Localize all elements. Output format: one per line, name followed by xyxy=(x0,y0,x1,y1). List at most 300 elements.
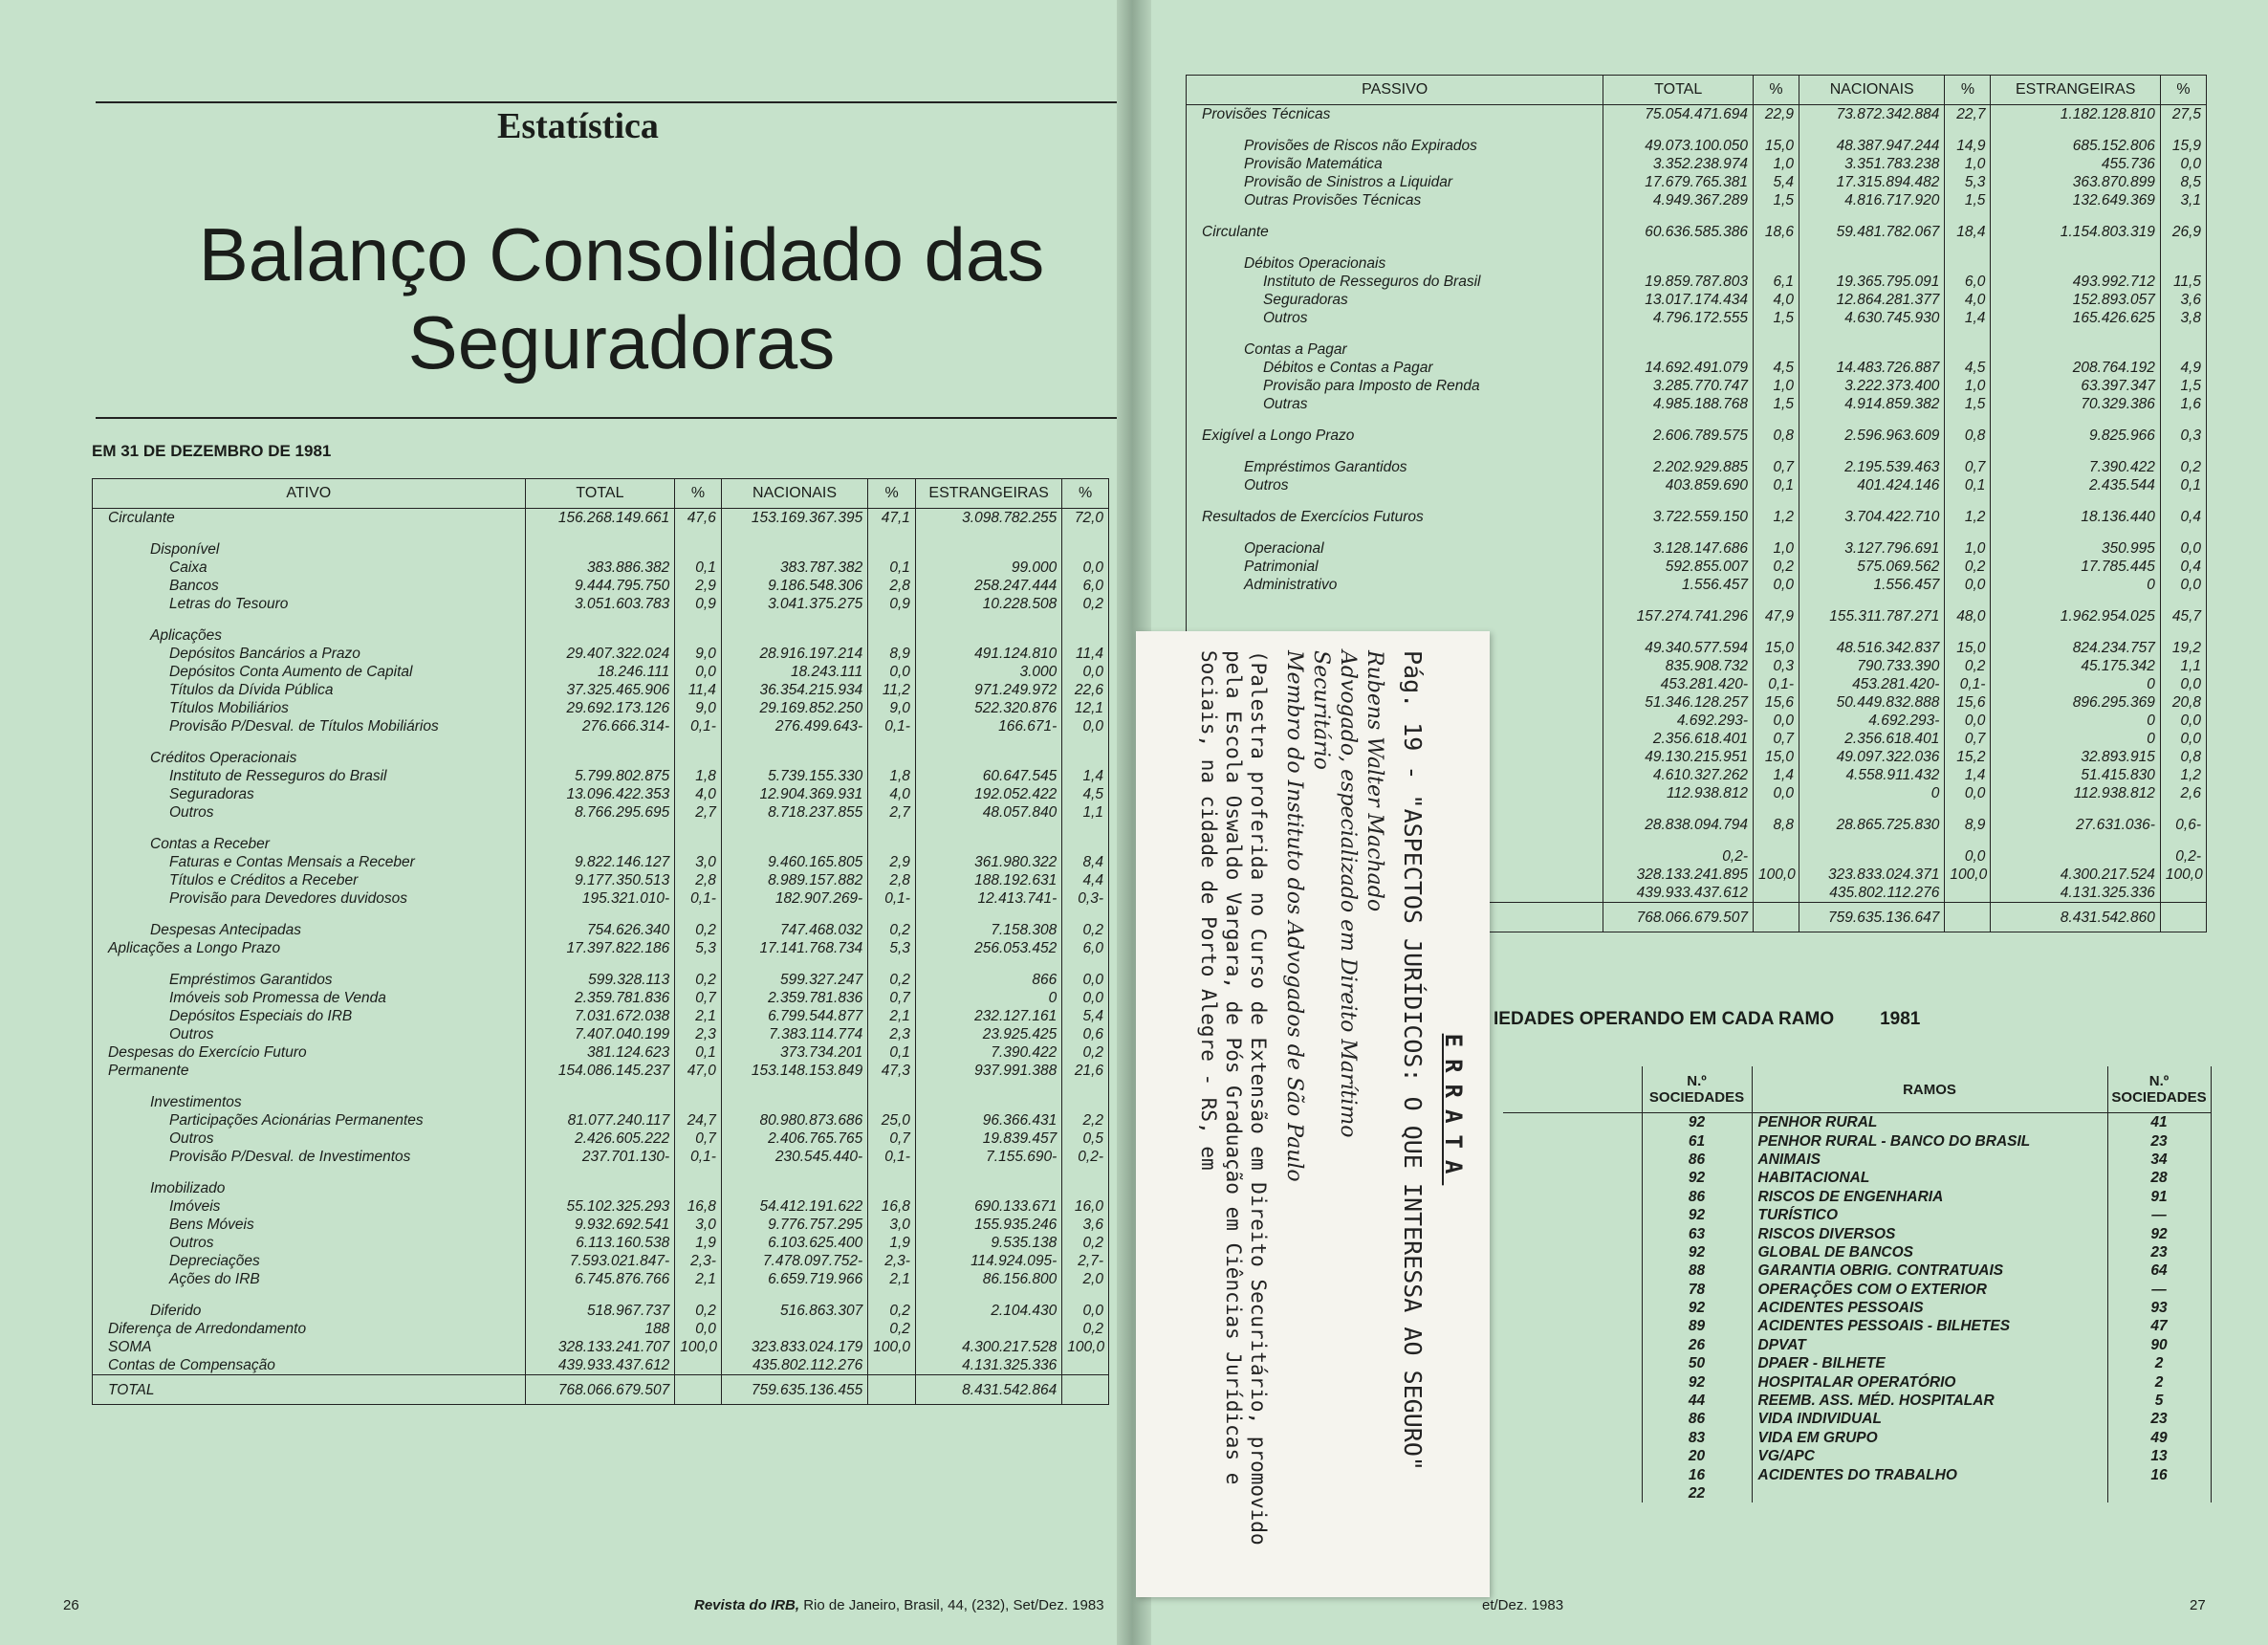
row-gap xyxy=(93,1080,526,1093)
cell-est: 7.390.422 xyxy=(915,1043,1061,1062)
cell-p3: 11,5 xyxy=(2160,273,2206,291)
ramos-blank xyxy=(1503,1113,1642,1132)
section-kicker: Estatística xyxy=(497,106,659,146)
cell-p2: 11,2 xyxy=(868,681,916,699)
row-gap xyxy=(675,1288,722,1302)
cell-p3: 20,8 xyxy=(2160,693,2206,712)
row-gap xyxy=(2160,526,2206,539)
ramos-left-count: 83 xyxy=(1642,1429,1752,1447)
cell-est: 51.415.830 xyxy=(1991,766,2160,784)
cell-p2: 8,9 xyxy=(868,645,916,663)
cell-p3: 0,3- xyxy=(1062,889,1109,908)
row-gap xyxy=(1991,594,2160,607)
cell-total: 592.855.007 xyxy=(1603,558,1754,576)
row-label: Faturas e Contas Mensais a Receber xyxy=(93,853,526,871)
row-label: Depreciações xyxy=(93,1252,526,1270)
row-label: Outros xyxy=(1187,476,1603,494)
cell-p1: 2,3- xyxy=(675,1252,722,1270)
table-row xyxy=(93,1288,1109,1302)
row-label: Provisão de Sinistros a Liquidar xyxy=(1187,173,1603,191)
column-header: ESTRANGEIRAS xyxy=(915,479,1061,509)
ramos-blank xyxy=(1503,1206,1642,1224)
row-gap xyxy=(2160,413,2206,427)
cell-total: 112.938.812 xyxy=(1603,784,1754,802)
ramos-name: HABITACIONAL xyxy=(1752,1169,2107,1187)
cell-p1: 4,5 xyxy=(1753,359,1799,377)
errata-content xyxy=(1136,631,1490,1588)
cell-total: 4.692.293- xyxy=(1603,712,1754,730)
row-gap xyxy=(1187,327,1603,340)
cell-total xyxy=(1603,254,1754,273)
row-gap xyxy=(1991,834,2160,847)
cell-p1: 0,1- xyxy=(675,1148,722,1166)
ramos-name: VIDA INDIVIDUAL xyxy=(1752,1410,2107,1428)
cell-est: 7.155.690- xyxy=(915,1148,1061,1166)
cell-nac: 17.141.768.734 xyxy=(721,939,867,957)
cell-est: 192.052.422 xyxy=(915,785,1061,803)
row-label: Letras do Tesouro xyxy=(93,595,526,613)
table-row xyxy=(93,1166,1109,1179)
cell-nac: 18.243.111 xyxy=(721,663,867,681)
cell-p3: 100,0 xyxy=(2160,866,2206,884)
cell-p1: 0,2 xyxy=(675,971,722,989)
ramos-name: RISCOS DE ENGENHARIA xyxy=(1752,1188,2107,1206)
row-gap xyxy=(1799,834,1945,847)
ramos-name: PENHOR RURAL - BANCO DO BRASIL xyxy=(1752,1131,2107,1150)
row-label: Outros xyxy=(93,1130,526,1148)
cell-total: 4.610.327.262 xyxy=(1603,766,1754,784)
row-gap xyxy=(868,613,916,626)
table-row xyxy=(1187,309,2207,327)
cell-nac: 323.833.024.179 xyxy=(721,1338,867,1356)
cell-p2: 0,0 xyxy=(1945,712,1991,730)
row-gap xyxy=(1187,241,1603,254)
table-row xyxy=(93,1356,1109,1375)
table-row xyxy=(93,626,1109,645)
cell-total: 7.031.672.038 xyxy=(525,1007,675,1025)
row-gap xyxy=(1187,594,1603,607)
cell-p3: 19,2 xyxy=(2160,639,2206,657)
ramos-count: 49 xyxy=(2107,1429,2211,1447)
cell-p3: 11,4 xyxy=(1062,645,1109,663)
journal-footer-partial: et/Dez. 1983 xyxy=(1482,1597,1564,1613)
row-label: Patrimonial xyxy=(1187,558,1603,576)
row-gap xyxy=(721,527,867,540)
cell-nac xyxy=(721,1320,867,1338)
row-gap xyxy=(1603,494,1754,508)
cell-est: 1.182.128.810 xyxy=(1991,105,2160,124)
cell-total: 439.933.437.612 xyxy=(1603,884,1754,903)
cell-p1: 0,0 xyxy=(1753,784,1799,802)
cell-p3: 0,0 xyxy=(2160,712,2206,730)
row-label: Provisão P/Desval. de Títulos Mobiliários xyxy=(93,717,526,735)
cell-total: 6.745.876.766 xyxy=(525,1270,675,1288)
cell-nac: 4.914.859.382 xyxy=(1799,395,1945,413)
cell-p3: 0,0 xyxy=(1062,559,1109,577)
ramos-n1-header: N.º SOCIEDADES xyxy=(1642,1066,1752,1113)
row-label: Empréstimos Garantidos xyxy=(93,971,526,989)
cell-p1: 8,8 xyxy=(1753,816,1799,834)
row-gap xyxy=(868,735,916,749)
row-gap xyxy=(721,1166,867,1179)
row-gap xyxy=(525,1288,675,1302)
total-est: 8.431.542.860 xyxy=(1991,903,2160,932)
table-row xyxy=(1187,494,2207,508)
row-gap xyxy=(915,1166,1061,1179)
page-number: 26 xyxy=(63,1597,79,1613)
table-row xyxy=(1187,105,2207,124)
cell-p1 xyxy=(1753,847,1799,866)
cell-nac xyxy=(1799,340,1945,359)
cell-est: 3.098.782.255 xyxy=(915,509,1061,528)
row-gap xyxy=(525,1080,675,1093)
ramos-blank xyxy=(1503,1131,1642,1150)
row-gap xyxy=(1991,413,2160,427)
cell-p2: 6,0 xyxy=(1945,273,1991,291)
cell-p1: 15,0 xyxy=(1753,748,1799,766)
ramos-count: 2 xyxy=(2107,1372,2211,1391)
cell-p2: 0,0 xyxy=(868,663,916,681)
ramos-year: 1981 xyxy=(1880,1009,1921,1029)
cell-est: 1.962.954.025 xyxy=(1991,607,2160,625)
row-gap xyxy=(721,957,867,971)
cell-nac: 790.733.390 xyxy=(1799,657,1945,675)
row-gap xyxy=(1062,908,1109,921)
cell-nac: 12.904.369.931 xyxy=(721,785,867,803)
cell-p3: 12,1 xyxy=(1062,699,1109,717)
cell-nac: 2.406.765.765 xyxy=(721,1130,867,1148)
cell-est xyxy=(915,1179,1061,1197)
ramos-count: — xyxy=(2107,1281,2211,1299)
row-gap xyxy=(1799,594,1945,607)
row-label: Provisão P/Desval. de Investimentos xyxy=(93,1148,526,1166)
table-row xyxy=(93,1252,1109,1270)
cell-p3: 3,6 xyxy=(2160,291,2206,309)
cell-est: 2.104.430 xyxy=(915,1302,1061,1320)
cell-total: 7.593.021.847- xyxy=(525,1252,675,1270)
cell-nac: 7.478.097.752- xyxy=(721,1252,867,1270)
ramos-left-count: 92 xyxy=(1642,1113,1752,1132)
row-gap xyxy=(1187,445,1603,458)
ramos-count: 92 xyxy=(2107,1224,2211,1242)
cell-est: 48.057.840 xyxy=(915,803,1061,822)
table-row xyxy=(1187,254,2207,273)
cell-total: 9.932.692.541 xyxy=(525,1216,675,1234)
cell-p1 xyxy=(675,1179,722,1197)
cell-nac: 373.734.201 xyxy=(721,1043,867,1062)
row-label: Resultados de Exercícios Futuros xyxy=(1187,508,1603,526)
cell-p2: 2,8 xyxy=(868,871,916,889)
row-label: Provisão Matemática xyxy=(1187,155,1603,173)
cell-p2: 48,0 xyxy=(1945,607,1991,625)
cell-nac: 453.281.420- xyxy=(1799,675,1945,693)
row-label: Diferido xyxy=(93,1302,526,1320)
table-row xyxy=(1187,340,2207,359)
row-gap xyxy=(1187,494,1603,508)
row-gap xyxy=(1753,834,1799,847)
row-gap xyxy=(1945,594,1991,607)
row-gap xyxy=(1991,445,2160,458)
cell-nac: 4.816.717.920 xyxy=(1799,191,1945,209)
row-gap xyxy=(1991,526,2160,539)
ramos-blank xyxy=(1503,1447,1642,1465)
row-label: Operacional xyxy=(1187,539,1603,558)
cell-est: 114.924.095- xyxy=(915,1252,1061,1270)
cell-est: 45.175.342 xyxy=(1991,657,2160,675)
row-label: Circulante xyxy=(93,509,526,528)
row-gap xyxy=(1603,625,1754,639)
cell-p2: 47,3 xyxy=(868,1062,916,1080)
column-header: ESTRANGEIRAS xyxy=(1991,76,2160,105)
row-gap xyxy=(915,957,1061,971)
cell-est: 0 xyxy=(915,989,1061,1007)
row-label: Provisão para Devedores duvidosos xyxy=(93,889,526,908)
ramos-count: 16 xyxy=(2107,1465,2211,1483)
row-label: Circulante xyxy=(1187,223,1603,241)
ramos-count: 93 xyxy=(2107,1299,2211,1317)
row-gap xyxy=(1945,625,1991,639)
cell-p3: 1,1 xyxy=(1062,803,1109,822)
cell-p1: 0,2 xyxy=(675,1302,722,1320)
cell-est: 18.136.440 xyxy=(1991,508,2160,526)
cell-total: 4.985.188.768 xyxy=(1603,395,1754,413)
cell-nac: 3.704.422.710 xyxy=(1799,508,1945,526)
ramos-name: ACIDENTES PESSOAIS xyxy=(1752,1299,2107,1317)
cell-est: 4.131.325.336 xyxy=(1991,884,2160,903)
row-gap xyxy=(675,822,722,835)
cell-p2: 0,1- xyxy=(868,1148,916,1166)
row-gap xyxy=(1062,1080,1109,1093)
cell-p3: 15,9 xyxy=(2160,137,2206,155)
table-row xyxy=(93,1093,1109,1111)
row-gap xyxy=(721,735,867,749)
table-row xyxy=(93,1148,1109,1166)
row-label: Outros xyxy=(93,803,526,822)
table-row xyxy=(93,577,1109,595)
cell-p2: 1,0 xyxy=(1945,377,1991,395)
cell-p2: 0,0 xyxy=(1945,576,1991,594)
row-gap xyxy=(1753,241,1799,254)
cell-est: 258.247.444 xyxy=(915,577,1061,595)
cell-p1: 2,9 xyxy=(675,577,722,595)
cell-nac: 54.412.191.622 xyxy=(721,1197,867,1216)
row-gap xyxy=(915,908,1061,921)
cell-nac: 1.556.457 xyxy=(1799,576,1945,594)
ramos-count: 23 xyxy=(2107,1243,2211,1261)
ramos-row xyxy=(1503,1429,2211,1447)
cell-total xyxy=(525,835,675,853)
row-gap xyxy=(1945,209,1991,223)
table-row xyxy=(93,559,1109,577)
row-gap xyxy=(1945,327,1991,340)
ramos-title-text: IEDADES OPERANDO EM CADA RAMO xyxy=(1494,1009,1835,1029)
table-header xyxy=(1187,76,2207,105)
table-row xyxy=(1187,607,2207,625)
cell-p2: 9,0 xyxy=(868,699,916,717)
ramos-title xyxy=(1494,1009,1920,1030)
table-row xyxy=(93,853,1109,871)
ramos-row xyxy=(1503,1336,2211,1354)
ramos-blank xyxy=(1503,1188,1642,1206)
ramos-count: 5 xyxy=(2107,1392,2211,1410)
cell-total: 3.128.147.686 xyxy=(1603,539,1754,558)
ramos-ramo-header: RAMOS xyxy=(1752,1066,2107,1113)
ramos-left-count: 86 xyxy=(1642,1151,1752,1169)
cell-p2: 47,1 xyxy=(868,509,916,528)
ramos-name: DPVAT xyxy=(1752,1336,2107,1354)
cell-nac: 73.872.342.884 xyxy=(1799,105,1945,124)
cell-nac: 59.481.782.067 xyxy=(1799,223,1945,241)
cell-p1: 2,1 xyxy=(675,1007,722,1025)
row-gap xyxy=(721,613,867,626)
cell-total: 2.202.929.885 xyxy=(1603,458,1754,476)
row-gap xyxy=(525,527,675,540)
errata-slip xyxy=(1136,631,1490,1597)
row-gap xyxy=(1753,413,1799,427)
cell-nac: 6.659.719.966 xyxy=(721,1270,867,1288)
total-total: 768.066.679.507 xyxy=(525,1375,675,1405)
table-row xyxy=(93,822,1109,835)
table-row xyxy=(93,663,1109,681)
ramos-blank xyxy=(1503,1484,1642,1502)
top-rule xyxy=(96,101,1123,103)
cell-p3: 1,4 xyxy=(1062,767,1109,785)
errata-title: ERRATA xyxy=(1440,1033,1467,1186)
errata-role-2: Securitário xyxy=(1309,650,1333,770)
cell-p3 xyxy=(2160,884,2206,903)
table-row xyxy=(1187,476,2207,494)
cell-total: 18.246.111 xyxy=(525,663,675,681)
row-gap xyxy=(868,908,916,921)
row-gap xyxy=(1603,594,1754,607)
ramos-row xyxy=(1503,1484,2211,1502)
cell-p2: 0,7 xyxy=(1945,730,1991,748)
cell-est: 455.736 xyxy=(1991,155,2160,173)
cell-p2: 0,2 xyxy=(1945,558,1991,576)
row-gap xyxy=(1991,123,2160,137)
row-gap xyxy=(675,527,722,540)
cell-nac: 80.980.873.686 xyxy=(721,1111,867,1130)
total-p2 xyxy=(1945,903,1991,932)
cell-est: 208.764.192 xyxy=(1991,359,2160,377)
cell-p2: 2,3 xyxy=(868,1025,916,1043)
cell-p1: 1,4 xyxy=(1753,766,1799,784)
cell-est: 690.133.671 xyxy=(915,1197,1061,1216)
row-gap xyxy=(2160,494,2206,508)
cell-est xyxy=(915,540,1061,559)
row-label: Títulos Mobiliários xyxy=(93,699,526,717)
cell-p2 xyxy=(868,1093,916,1111)
cell-est xyxy=(915,749,1061,767)
cell-p2: 1,4 xyxy=(1945,766,1991,784)
row-gap xyxy=(1603,123,1754,137)
cell-total: 154.086.145.237 xyxy=(525,1062,675,1080)
cell-p3: 3,6 xyxy=(1062,1216,1109,1234)
cell-total: 8.766.295.695 xyxy=(525,803,675,822)
row-label: Débitos e Contas a Pagar xyxy=(1187,359,1603,377)
cell-nac xyxy=(1799,254,1945,273)
column-header: NACIONAIS xyxy=(1799,76,1945,105)
row-gap xyxy=(1062,735,1109,749)
table-row xyxy=(1187,508,2207,526)
row-gap xyxy=(1945,494,1991,508)
ramos-blank xyxy=(1503,1281,1642,1299)
column-header: NACIONAIS xyxy=(721,479,867,509)
cell-p1: 0,0 xyxy=(1753,712,1799,730)
column-header: % xyxy=(868,479,916,509)
ramos-name xyxy=(1752,1484,2107,1502)
cell-p3: 0,0 xyxy=(1062,717,1109,735)
cell-p2: 2,1 xyxy=(868,1007,916,1025)
cell-p2: 15,2 xyxy=(1945,748,1991,766)
cell-total: 17.679.765.381 xyxy=(1603,173,1754,191)
cell-p1: 100,0 xyxy=(1753,866,1799,884)
cell-total: 195.321.010- xyxy=(525,889,675,908)
cell-est: 971.249.972 xyxy=(915,681,1061,699)
cell-est: 19.839.457 xyxy=(915,1130,1061,1148)
cell-total: 2.426.605.222 xyxy=(525,1130,675,1148)
row-gap xyxy=(868,957,916,971)
cell-p3 xyxy=(1062,749,1109,767)
cell-p1: 0,3 xyxy=(1753,657,1799,675)
row-gap xyxy=(1945,445,1991,458)
cell-nac: 599.327.247 xyxy=(721,971,867,989)
ramos-left-count: 16 xyxy=(1642,1465,1752,1483)
ramos-row xyxy=(1503,1392,2211,1410)
ramos-row xyxy=(1503,1372,2211,1391)
cell-p2: 0,1 xyxy=(868,1043,916,1062)
total-p3 xyxy=(2160,903,2206,932)
cell-p2: 2,1 xyxy=(868,1270,916,1288)
cell-total: 9.177.350.513 xyxy=(525,871,675,889)
cell-p2 xyxy=(868,1356,916,1375)
ramos-blank xyxy=(1503,1336,1642,1354)
row-label: Contas de Compensação xyxy=(93,1356,526,1375)
cell-nac: 8.989.157.882 xyxy=(721,871,867,889)
cell-p1: 4,0 xyxy=(1753,291,1799,309)
cell-total: 60.636.585.386 xyxy=(1603,223,1754,241)
row-gap xyxy=(721,908,867,921)
total-row xyxy=(93,1375,1109,1405)
table-row xyxy=(93,1270,1109,1288)
cell-p2: 22,7 xyxy=(1945,105,1991,124)
cell-p1: 0,0 xyxy=(675,663,722,681)
cell-nac: 0 xyxy=(1799,784,1945,802)
ramos-name: ANIMAIS xyxy=(1752,1151,2107,1169)
table-row xyxy=(93,540,1109,559)
cell-p1: 0,9 xyxy=(675,595,722,613)
cell-est xyxy=(915,1320,1061,1338)
cell-est xyxy=(915,835,1061,853)
cell-total: 3.352.238.974 xyxy=(1603,155,1754,173)
table-row xyxy=(1187,526,2207,539)
cell-p2: 0,8 xyxy=(1945,427,1991,445)
cell-p2 xyxy=(868,1179,916,1197)
row-gap xyxy=(2160,625,2206,639)
cell-p3: 6,0 xyxy=(1062,577,1109,595)
row-gap xyxy=(1991,209,2160,223)
cell-p3: 0,6- xyxy=(2160,816,2206,834)
cell-p2: 0,1- xyxy=(868,717,916,735)
row-label: Outros xyxy=(93,1234,526,1252)
ramos-left-count: 22 xyxy=(1642,1484,1752,1502)
ramos-count: 47 xyxy=(2107,1317,2211,1335)
ramos-row xyxy=(1503,1188,2211,1206)
row-gap xyxy=(915,613,1061,626)
cell-p2: 0,2 xyxy=(868,1320,916,1338)
cell-p1: 0,2 xyxy=(1753,558,1799,576)
cell-nac: 14.483.726.887 xyxy=(1799,359,1945,377)
